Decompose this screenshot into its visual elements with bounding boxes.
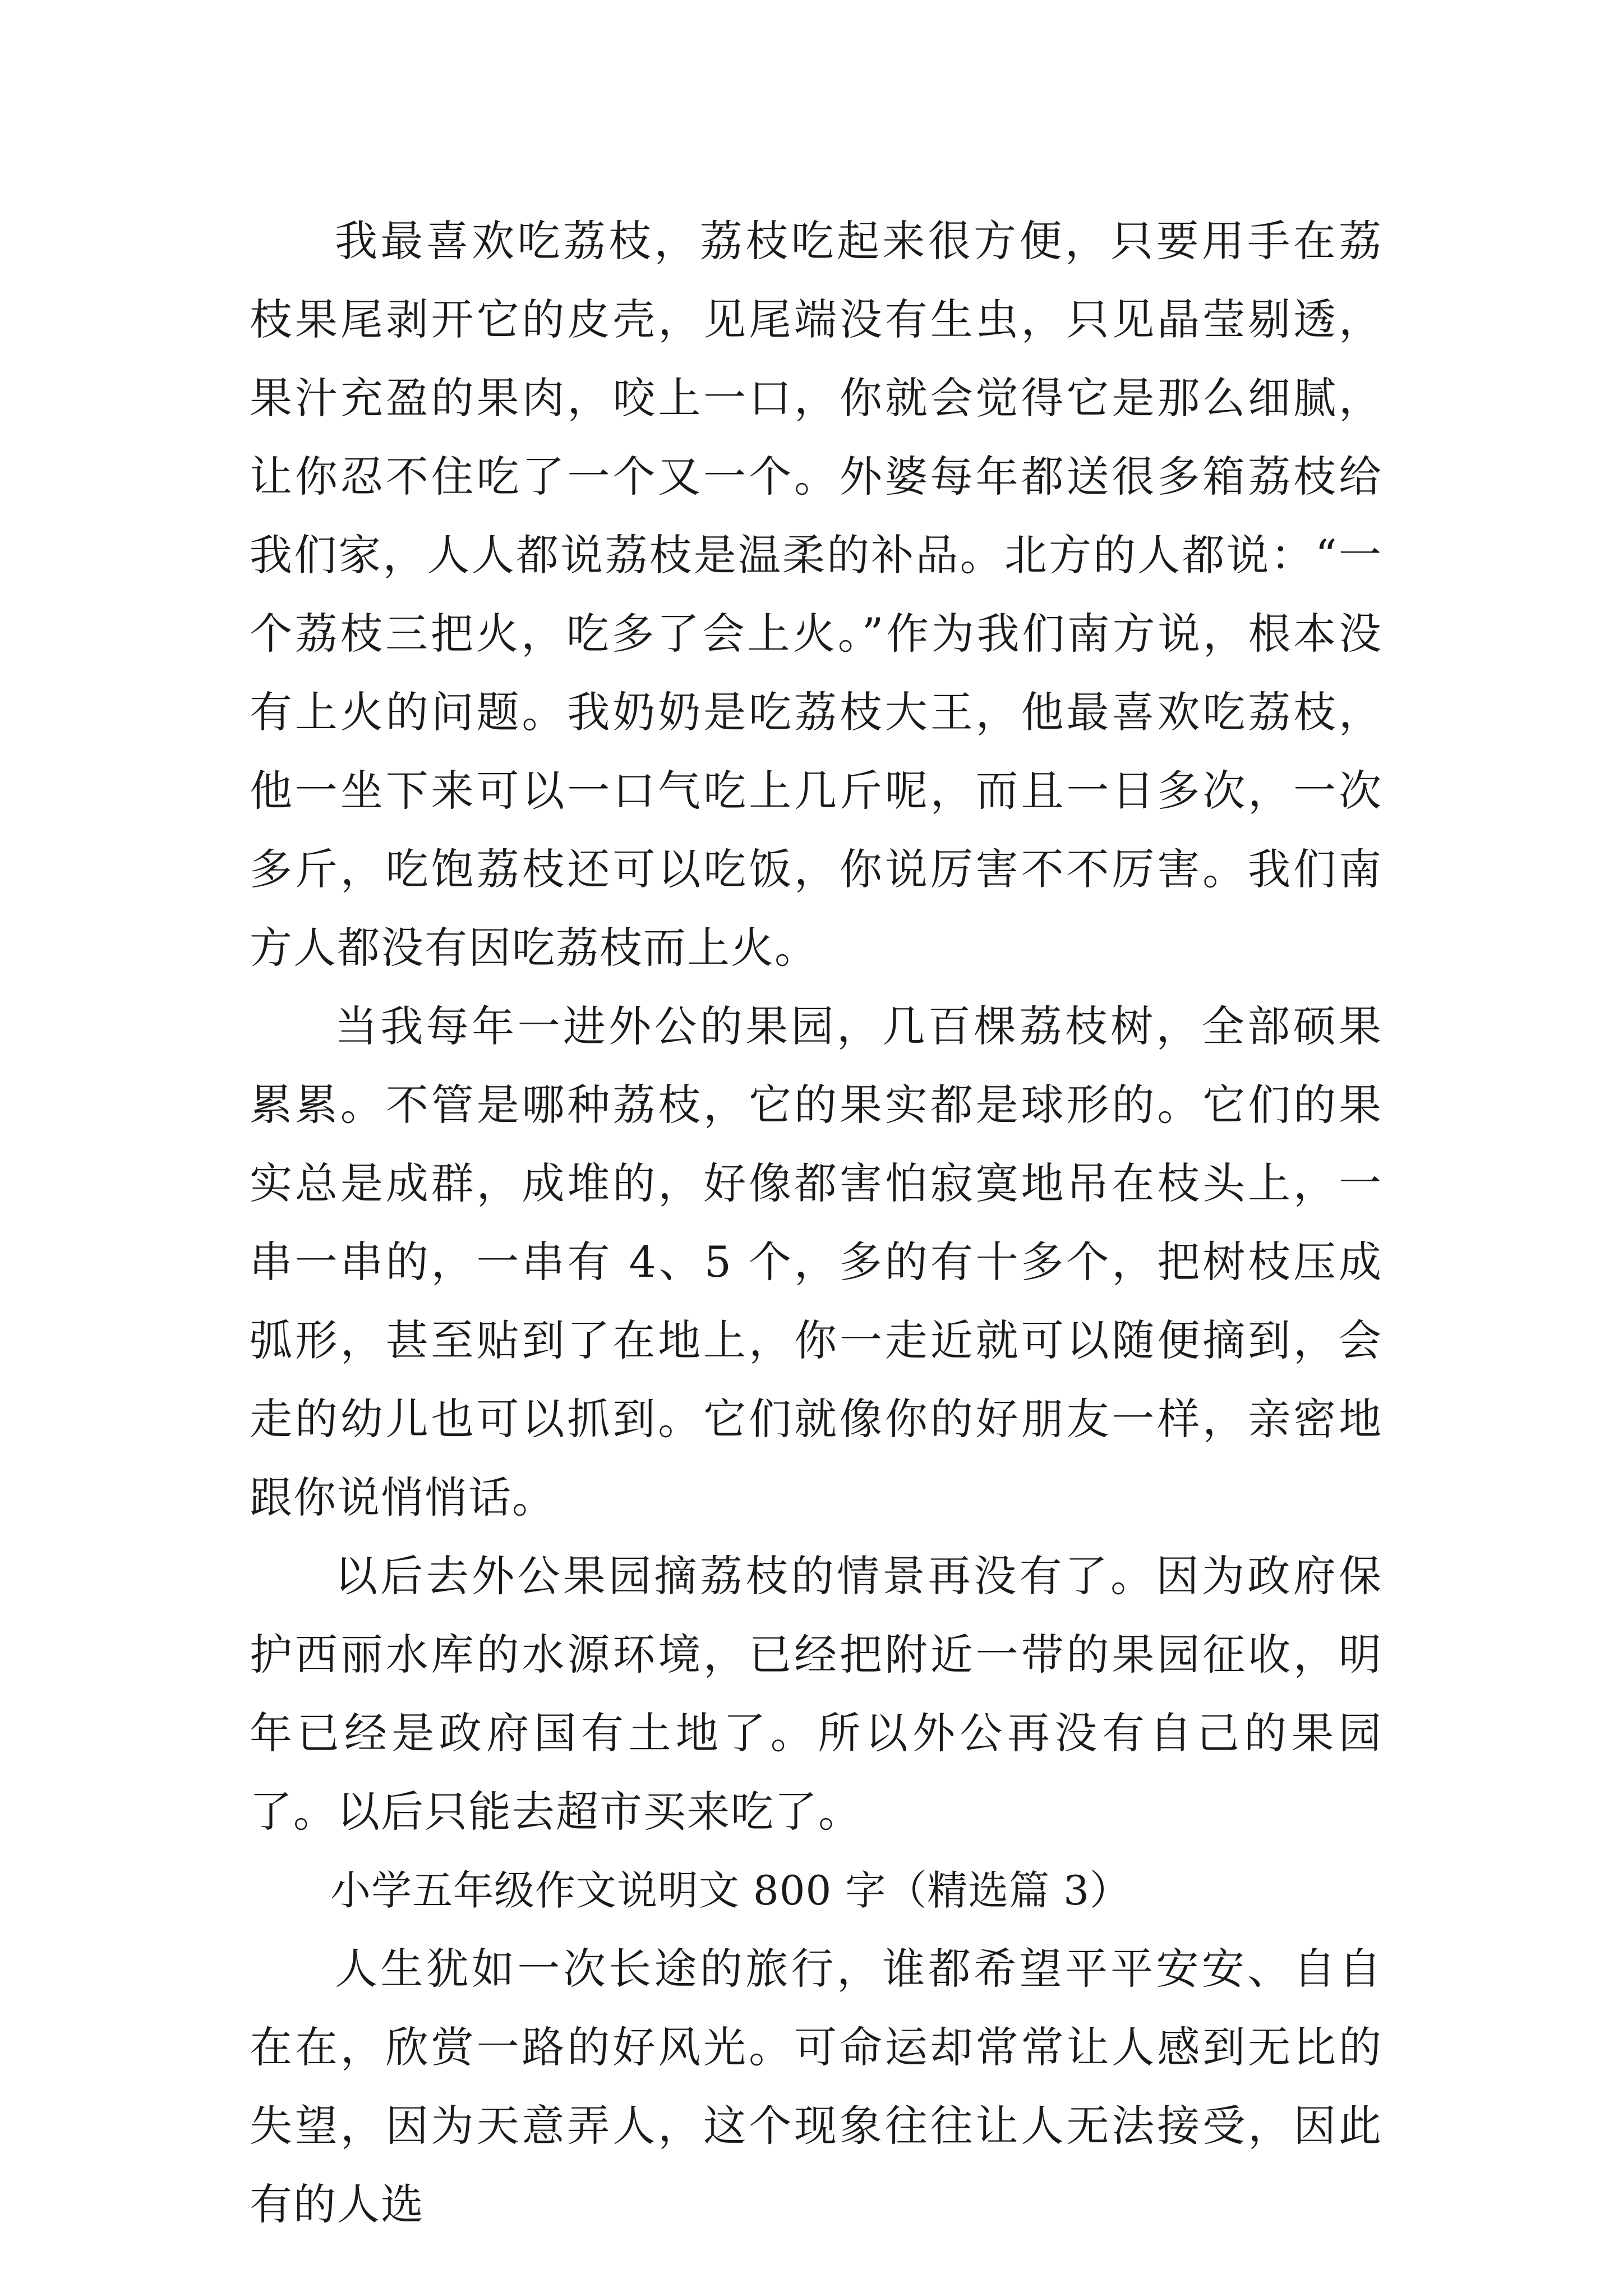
paragraph-orchard-visit: 当我每年一进外公的果园，几百棵荔枝树，全部硕果累累。不管是哪种荔枝，它的果实都是球形的。它们的果实总是成群，成堆的，好像都害怕寂寞地吊在枝头上，一串一串的，一串有 4、5 个，多的有十多个，把树枝压成弧形，甚至贴到了在地上，你一走近就可以随便摘到，会走的幼儿也可以抓到。它们就像你的好朋友一样，亲密地跟你说悄悄话。 xyxy=(250,1001,1382,1522)
paragraph-life-journey: 人生犹如一次长途的旅行，谁都希望平平安安、自自在在，欣赏一路的好风光。可命运却常常让人感到无比的失望，因为天意弄人，这个现象往往让人无法接受，因此有的人选 xyxy=(250,1944,1382,2229)
section-heading: 小学五年级作文说明文 800 字（精选篇 3） xyxy=(330,1867,1131,1914)
paragraph-lychee-eating: 我最喜欢吃荔枝，荔枝吃起来很方便，只要用手在荔枝果尾剥开它的皮壳，见尾端没有生虫，只见晶莹剔透，果汁充盈的果肉，咬上一口，你就会觉得它是那么细腻，让你忍不住吃了一个又一个。外婆每年都送很多箱荔枝给我们家，人人都说荔枝是温柔的补品。北方的人都说：“一个荔枝三把火，吃多了会上火。”作为我们南方说，根本没有上火的问题。我奶奶是吃荔枝大王，他最喜欢吃荔枝，他一坐下来可以一口气吃上几斤呢，而且一日多次，一次多斤，吃饱荔枝还可以吃饭，你说厉害不不厉害。我们南方人都没有因吃荔枝而上火。 xyxy=(250,216,1382,973)
document-body xyxy=(250,202,1382,2244)
paragraph-orchard-gone: 以后去外公果园摘荔枝的情景再没有了。因为政府保护西丽水库的水源环境，已经把附近一带的果园征收，明年已经是政府国有土地了。所以外公再没有自己的果园了。以后只能去超市买来吃了。 xyxy=(250,1551,1382,1837)
